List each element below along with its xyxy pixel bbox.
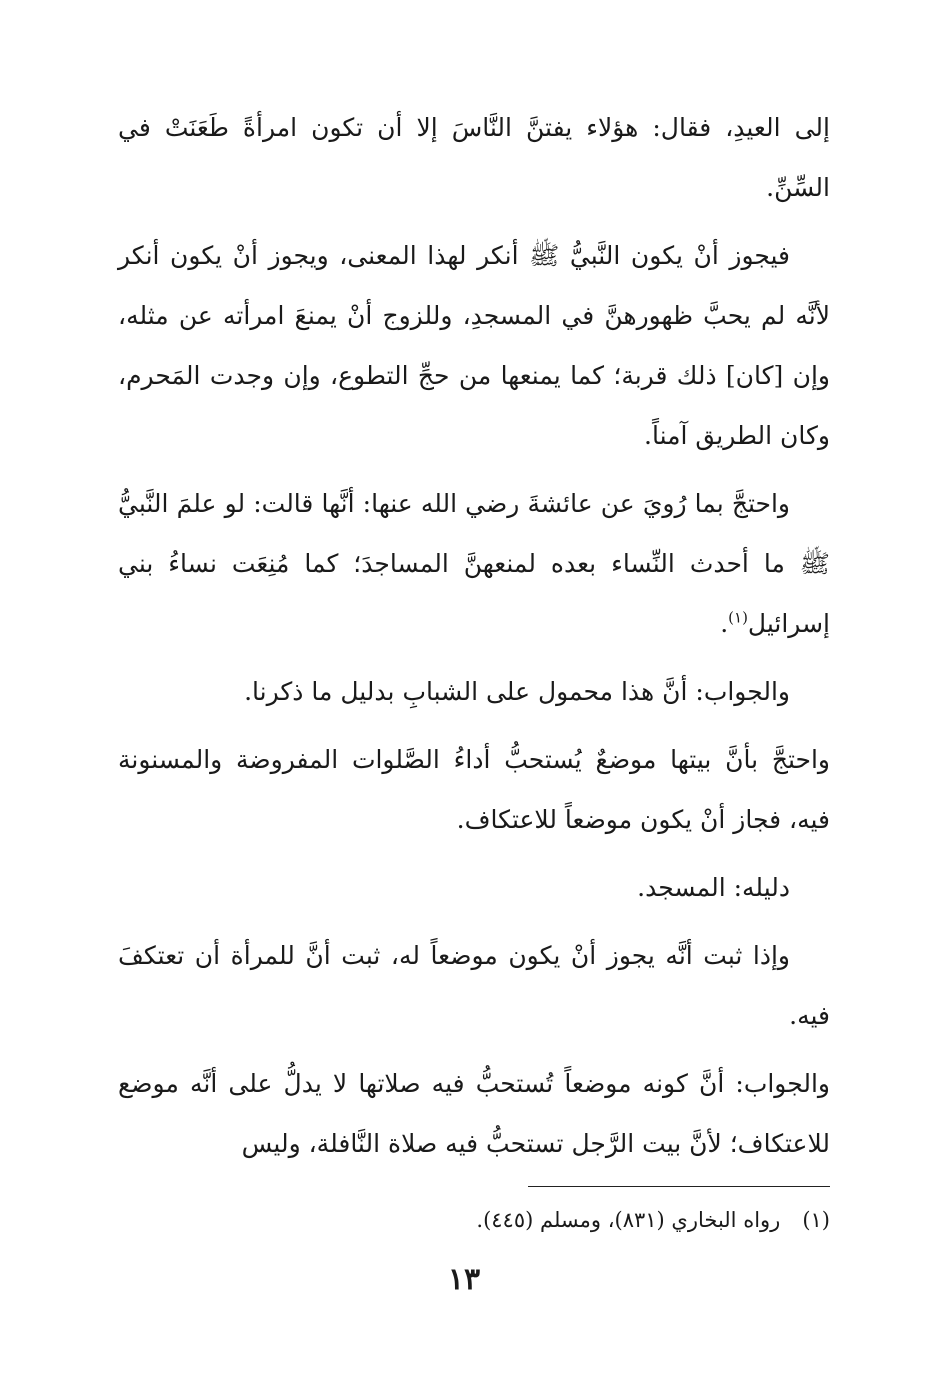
paragraph-3 xyxy=(118,474,830,654)
footnote xyxy=(118,1200,830,1240)
footnote-number: (١) xyxy=(802,1208,830,1232)
footnote-reference: (١) xyxy=(728,608,748,627)
paragraph-1: إلى العيدِ، فقال: هؤلاء يفتنَّ النَّاسَ إلا أن تكون امرأةً طَعَنَتْ في السِّنِّ. xyxy=(118,113,830,202)
paragraph-5: واحتجَّ بأنَّ بيتها موضعٌ يُستحبُّ أداءُ الصَّلوات المفروضة والمسنونة فيه، فجاز أنْ يكون موضعاً للاعتكاف. xyxy=(118,745,830,834)
paragraph-8: والجواب: أنَّ كونه موضعاً تُستحبُّ فيه صلاتها لا يدلُّ على أنَّه موضع للاعتكاف؛ لأنَّ بيت الرَّجل تستحبُّ فيه صلاة النَّافلة، وليس xyxy=(118,1069,830,1158)
paragraph-2: فيجوز أنْ يكون النَّبيُّ ﷺ أنكر لهذا المعنى، ويجوز أنْ يكون أنكر لأنَّه لم يحبَّ ظهورهنَّ في المسجدِ، وللزوج أنْ يمنعَ امرأته عن مثله، وإن [كان] ذلك قربة؛ كما يمنعها من حجِّ التطوع، وإن وجدت المَحرم، وكان الطريق آمناً. xyxy=(118,241,830,450)
paragraph-6: دليله: المسجد. xyxy=(637,873,790,902)
page-number: ١٣ xyxy=(447,1262,481,1297)
footnote-text: رواه البخاري (٨٣١)، ومسلم (٤٤٥). xyxy=(476,1208,781,1232)
paragraph-7: وإذا ثبت أنَّه يجوز أنْ يكون موضعاً له، ثبت أنَّ للمرأة أن تعتكفَ فيه. xyxy=(118,941,830,1030)
main-text xyxy=(118,98,830,1182)
footnote-divider xyxy=(528,1186,830,1187)
quote-end: . xyxy=(720,609,729,638)
paragraph-4: والجواب: أنَّ هذا محمول على الشبابِ بدليل ما ذكرنا. xyxy=(244,677,790,706)
quote-text: واحتجَّ بما رُويَ عن عائشةَ رضي الله عنها: أنَّها قالت: لو علمَ النَّبيُّ ﷺ ما أحدث النِّساء بعده لمنعهنَّ المساجدَ؛ كما مُنِعَت نساءُ بني إسرائيل xyxy=(118,489,830,638)
